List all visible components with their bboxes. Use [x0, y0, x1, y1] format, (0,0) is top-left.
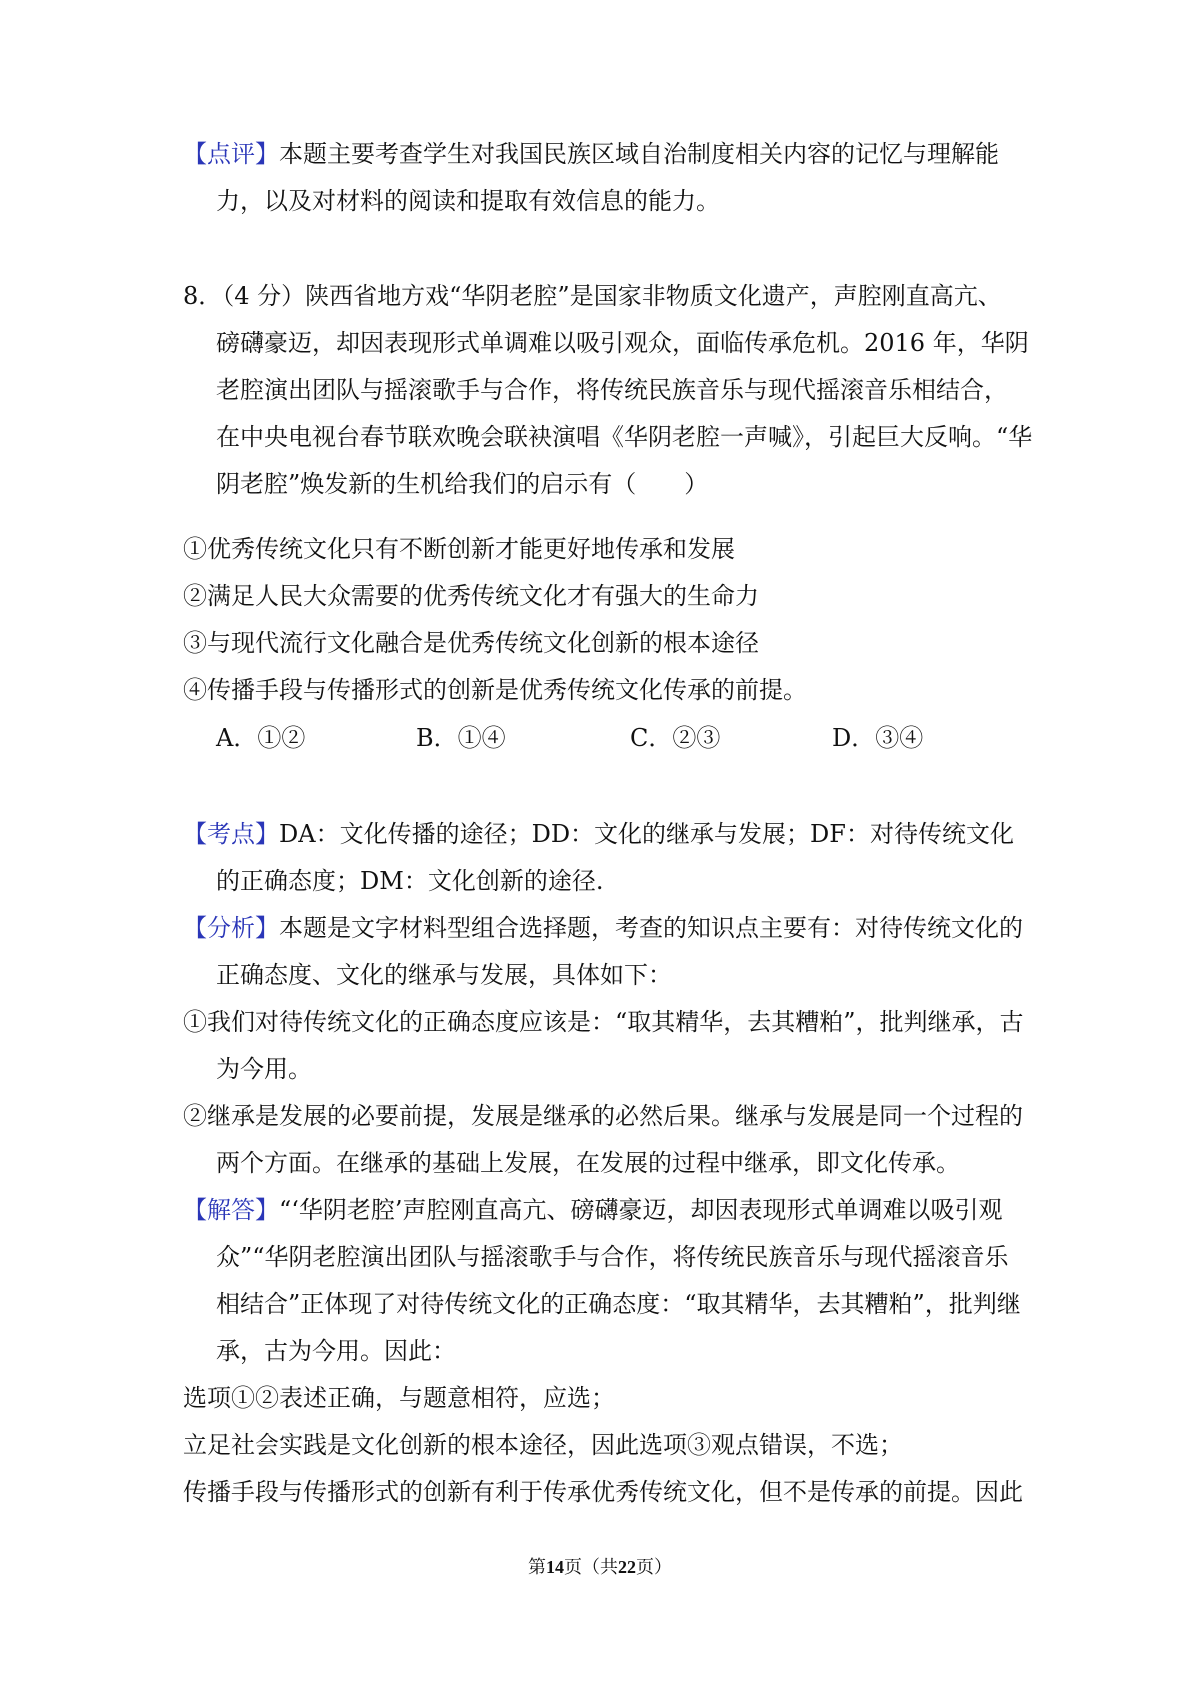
answer-options — [216, 722, 936, 754]
jieda-tag: 【解答】 — [183, 1196, 279, 1224]
kaodian-tag: 【考点】 — [183, 820, 279, 848]
option-a: A．①② — [216, 724, 306, 752]
question-stem-line-2: 磅礴豪迈，却因表现形式单调难以吸引观众，面临传承危机。2016 年，华阴 — [216, 329, 1029, 357]
statement-2: ②满足人民大众需要的优秀传统文化才有强大的生命力 — [183, 582, 759, 610]
option-c: C．②③ — [630, 724, 721, 752]
review-tag: 【点评】 — [183, 140, 279, 168]
option-b: B．①④ — [416, 724, 506, 752]
question-stem-line-1: 8．（4 分）陕西省地方戏“华阴老腔”是国家非物质文化遗产，声腔刚直高亢、 — [183, 282, 1002, 310]
jieda-line-4: 承，古为今用。因此： — [216, 1337, 456, 1365]
fenxi-line-2: 正确态度、文化的继承与发展，具体如下： — [216, 961, 672, 989]
review-line-1: 【点评】本题主要考查学生对我国民族区域自治制度相关内容的记忆与理解能 — [183, 140, 999, 168]
jieda-line-3: 相结合”正体现了对待传统文化的正确态度：“取其精华，去其糟粕”，批判继 — [216, 1290, 1021, 1318]
option-d: D．③④ — [832, 724, 924, 752]
question-stem-line-5: 阴老腔”焕发新的生机给我们的启示有（ ） — [216, 470, 709, 498]
fenxi-point-1-line-2: 为今用。 — [216, 1055, 312, 1083]
fenxi-tag: 【分析】 — [183, 914, 279, 942]
total-page-number: 22 — [618, 1557, 636, 1577]
kaodian-line-2: 的正确态度；DM：文化创新的途径. — [216, 867, 604, 895]
statement-1: ①优秀传统文化只有不断创新才能更好地传承和发展 — [183, 535, 735, 563]
kaodian-line-1: 【考点】DA：文化传播的途径；DD：文化的继承与发展；DF：对待传统文化 — [183, 820, 1014, 848]
jieda-line-5: 选项①②表述正确，与题意相符，应选； — [183, 1384, 615, 1412]
jieda-line-2: 众”“华阴老腔演出团队与摇滚歌手与合作，将传统民族音乐与现代摇滚音乐 — [216, 1243, 1009, 1271]
statement-4: ④传播手段与传播形式的创新是优秀传统文化传承的前提。 — [183, 676, 807, 704]
fenxi-point-2-line-1: ②继承是发展的必要前提，发展是继承的必然后果。继承与发展是同一个过程的 — [183, 1102, 1023, 1130]
current-page-number: 14 — [546, 1557, 564, 1577]
jieda-line-6: 立足社会实践是文化创新的根本途径，因此选项③观点错误，不选； — [183, 1431, 903, 1459]
page-footer: 第14页（共22页） — [528, 1557, 672, 1578]
jieda-line-7: 传播手段与传播形式的创新有利于传承优秀传统文化，但不是传承的前提。因此 — [183, 1478, 1023, 1506]
fenxi-point-1-line-1: ①我们对待传统文化的正确态度应该是：“取其精华，去其糟粕”，批判继承，古 — [183, 1008, 1024, 1036]
review-line-2: 力，以及对材料的阅读和提取有效信息的能力。 — [216, 187, 720, 215]
statement-3: ③与现代流行文化融合是优秀传统文化创新的根本途径 — [183, 629, 759, 657]
fenxi-line-1: 【分析】本题是文字材料型组合选择题，考查的知识点主要有：对待传统文化的 — [183, 914, 1023, 942]
jieda-line-1: 【解答】“‘华阴老腔’声腔刚直高亢、磅礴豪迈，却因表现形式单调难以吸引观 — [183, 1196, 1003, 1224]
fenxi-point-2-line-2: 两个方面。在继承的基础上发展，在发展的过程中继承，即文化传承。 — [216, 1149, 960, 1177]
question-stem-line-3: 老腔演出团队与摇滚歌手与合作，将传统民族音乐与现代摇滚音乐相结合， — [216, 376, 1008, 404]
question-stem-line-4: 在中央电视台春节联欢晚会联袂演唱《华阴老腔一声喊》，引起巨大反响。“华 — [216, 423, 1033, 451]
